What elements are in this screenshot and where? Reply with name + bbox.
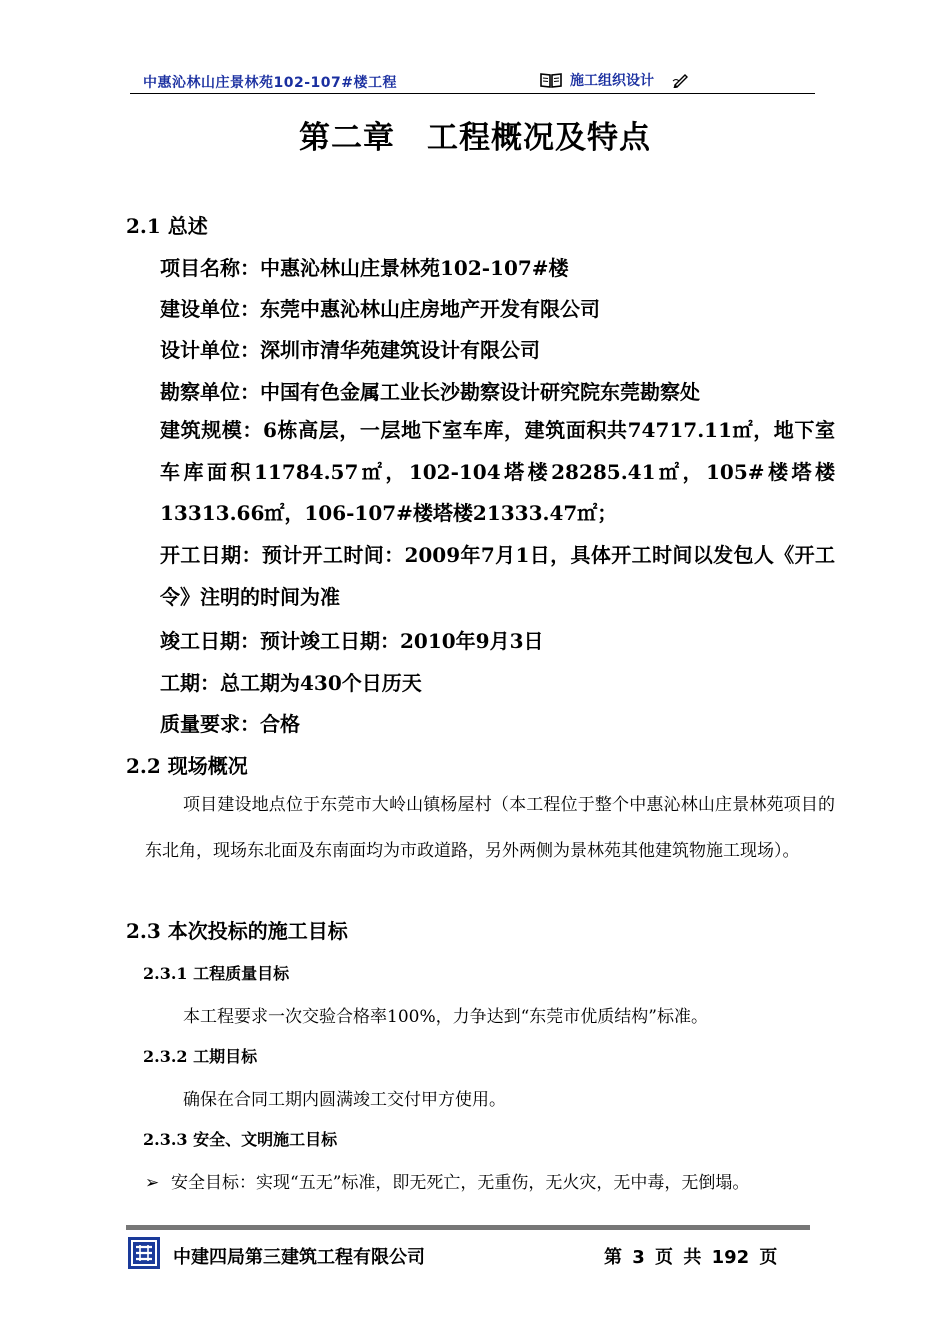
subheading-2-3-3: 2.3.3 安全、文明施工目标: [143, 1130, 338, 1149]
arrow-bullet-icon: ➢: [145, 1173, 160, 1193]
building-scale: 建筑规模：6栋高层，一层地下室车库，建筑面积共74717.11㎡，地下室车库面积11784.57㎡，102-104塔楼28285.41㎡，105#楼塔楼13313.66㎡，106-107#楼塔楼21333.47㎡；: [160, 418, 835, 525]
client: 建设单位：东莞中惠沁林山庄房地产开发有限公司: [160, 297, 600, 321]
chapter-title: 第二章 工程概况及特点: [299, 120, 651, 156]
schedule-target-text: 确保在合同工期内圆满竣工交付甲方使用。: [183, 1090, 506, 1110]
cscec-logo-icon: [128, 1237, 160, 1269]
pen-icon: [672, 72, 690, 88]
section-heading-2-3: 2.3 本次投标的施工目标: [126, 919, 348, 943]
duration: 工期：总工期为430个日历天: [160, 671, 422, 695]
section-heading-2-1: 2.1 总述: [126, 214, 208, 238]
quality: 质量要求：合格: [160, 712, 300, 736]
header-rule: [130, 93, 815, 94]
subheading-2-3-1: 2.3.1 工程质量目标: [143, 964, 290, 983]
header-project-title: 中惠沁林山庄景林苑102-107#楼工程: [143, 75, 397, 91]
footer-rule: [126, 1225, 810, 1230]
header-doc-type: [540, 70, 690, 90]
safety-target-text: 安全目标：实现“五无”标准，即无死亡，无重伤，无火灾，无中毒，无倒塌。: [171, 1173, 750, 1193]
surveyor: 勘察单位：中国有色金属工业长沙勘察设计研究院东莞勘察处: [160, 380, 700, 404]
footer-company: 中建四局第三建筑工程有限公司: [173, 1247, 425, 1268]
site-overview-text: 项目建设地点位于东莞市大岭山镇杨屋村（本工程位于整个中惠沁林山庄景林苑项目的东北角，现场东北面及东南面均为市政道路，另外两侧为景林苑其他建筑物施工现场）。: [145, 795, 835, 861]
completion-date: 竣工日期：预计竣工日期：2010年9月3日: [160, 629, 544, 653]
project-name: 项目名称：中惠沁林山庄景林苑102-107#楼: [160, 256, 569, 280]
start-date: 开工日期：预计开工时间：2009年7月1日，具体开工时间以发包人《开工令》注明的时间为准: [160, 543, 835, 609]
book-icon: [540, 72, 562, 88]
footer-page-number: 第 3 页 共 192 页: [604, 1247, 778, 1268]
subheading-2-3-2: 2.3.2 工期目标: [143, 1047, 258, 1066]
header-doc-type-label: 施工组织设计: [570, 73, 654, 89]
designer: 设计单位：深圳市清华苑建筑设计有限公司: [160, 338, 540, 362]
safety-target-bullet: [145, 1168, 749, 1193]
quality-target-text: 本工程要求一次交验合格率100%，力争达到“东莞市优质结构”标准。: [183, 1007, 708, 1027]
section-heading-2-2: 2.2 现场概况: [126, 754, 248, 778]
